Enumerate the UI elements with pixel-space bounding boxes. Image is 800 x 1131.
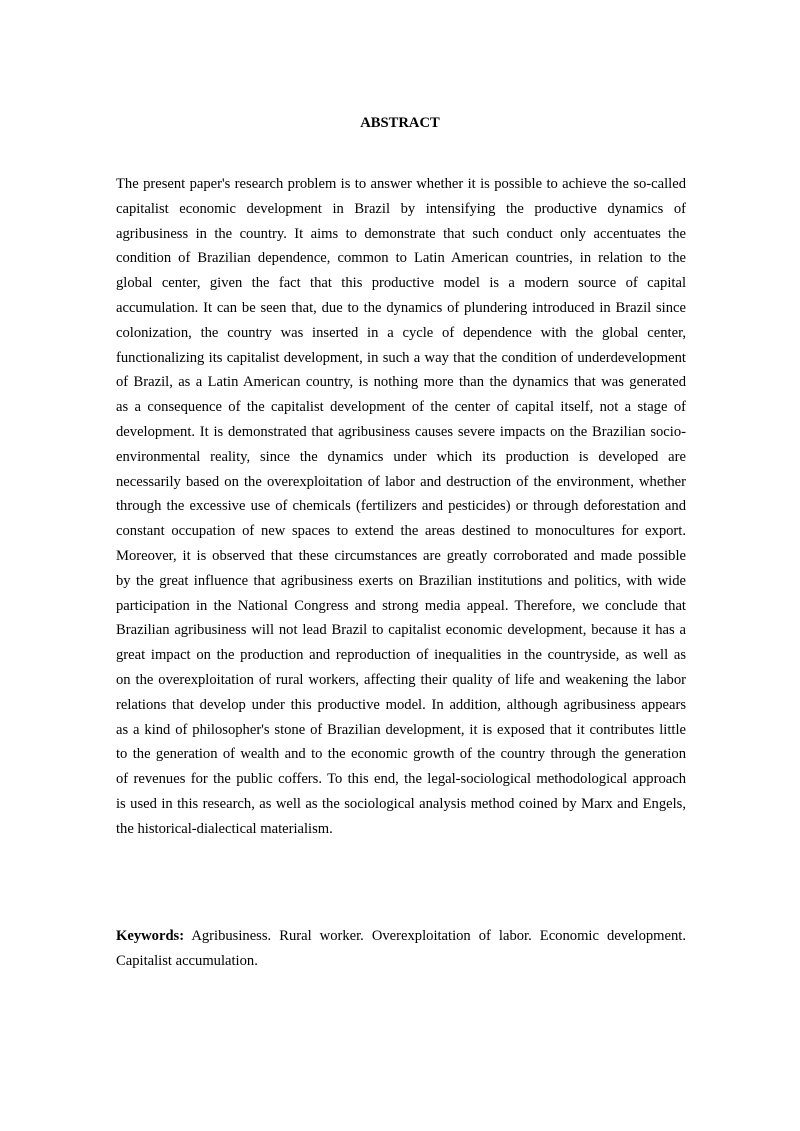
abstract-line: agribusiness in the country. It aims to demonstrate that such conduct only accentuates the	[116, 225, 686, 242]
abstract-line: of Brazil, as a Latin American country, is nothing more than the dynamics that was generated	[116, 374, 686, 391]
abstract-line: by the great influence that agribusiness exerts on Brazilian institutions and politics, with wide	[116, 572, 686, 589]
abstract-line: through the excessive use of chemicals (fertilizers and pesticides) or through deforestation and	[116, 498, 686, 515]
abstract-line: constant occupation of new spaces to extend the areas destined to monocultures for export.	[116, 523, 686, 540]
abstract-line: the historical-dialectical materialism.	[116, 820, 333, 837]
abstract-line: of revenues for the public coffers. To this end, the legal-sociological methodological approach	[116, 771, 686, 788]
abstract-line: capitalist economic development in Brazil by intensifying the productive dynamics of	[116, 200, 686, 217]
abstract-line: participation in the National Congress and strong media appeal. Therefore, we conclude that	[116, 597, 686, 614]
abstract-line: development. It is demonstrated that agribusiness causes severe impacts on the Brazilian socio-	[116, 423, 686, 440]
keywords-label: Keywords:	[116, 928, 185, 944]
abstract-line: as a consequence of the capitalist development of the center of capital itself, not a stage of	[116, 399, 686, 416]
abstract-line: Brazilian agribusiness will not lead Brazil to capitalist economic development, because it has a	[116, 622, 686, 639]
abstract-line: condition of Brazilian dependence, common to Latin American countries, in relation to the	[116, 250, 686, 267]
abstract-body	[116, 172, 686, 842]
abstract-line: environmental reality, since the dynamics under which its production is developed are	[116, 448, 686, 465]
abstract-line: is used in this research, as well as the sociological analysis method coined by Marx and Engels,	[116, 795, 686, 812]
abstract-line: colonization, the country was inserted in a cycle of dependence with the global center,	[116, 324, 686, 341]
abstract-line: relations that develop under this productive model. In addition, although agribusiness appears	[116, 696, 686, 713]
abstract-line: Moreover, it is observed that these circumstances are greatly corroborated and made possible	[116, 547, 686, 564]
keywords-section	[116, 924, 686, 974]
abstract-line: necessarily based on the overexploitation of labor and destruction of the environment, whether	[116, 473, 686, 490]
abstract-title: ABSTRACT	[360, 115, 440, 131]
abstract-line: functionalizing its capitalist development, in such a way that the condition of underdevelopment	[116, 349, 686, 366]
abstract-line: great impact on the production and reproduction of inequalities in the countryside, as well as	[116, 647, 686, 664]
abstract-line: The present paper's research problem is to answer whether it is possible to achieve the so-called	[116, 176, 686, 192]
keywords-text: Agribusiness. Rural worker. Overexploitation of labor. Economic development.	[191, 928, 686, 944]
abstract-line: global center, given the fact that this productive model is a modern source of capital	[116, 275, 686, 292]
keywords-line-1	[116, 924, 686, 949]
abstract-line: as a kind of philosopher's stone of Brazilian development, it is exposed that it contributes little	[116, 721, 686, 738]
abstract-line: on the overexploitation of rural workers, affecting their quality of life and weakening the labor	[116, 671, 686, 688]
keywords-line-2: Capitalist accumulation.	[116, 952, 258, 969]
abstract-line: to the generation of wealth and to the economic growth of the country through the generation	[116, 746, 686, 763]
abstract-line: accumulation. It can be seen that, due to the dynamics of plundering introduced in Brazil since	[116, 299, 686, 316]
